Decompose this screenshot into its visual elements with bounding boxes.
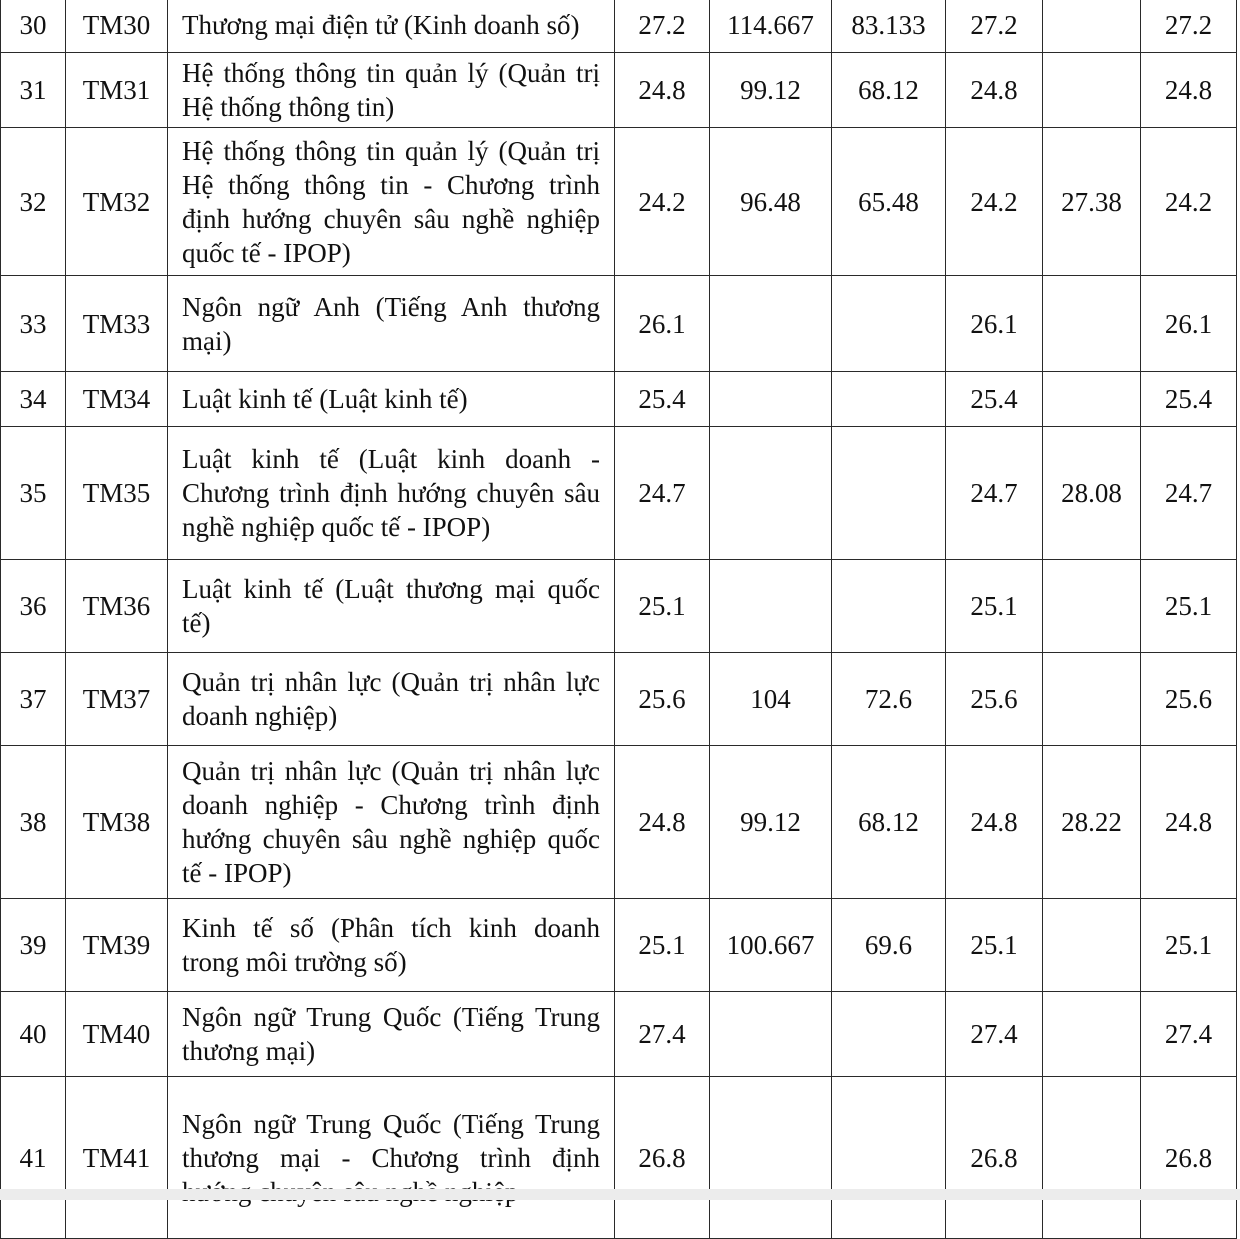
row-number: 38 [1,746,66,899]
score-cell: 24.7 [946,427,1043,560]
row-number: 37 [1,653,66,746]
score-cell: 25.4 [615,372,710,427]
program-name: Quản trị nhân lực (Quản trị nhân lực doanh nghiệp) [168,653,615,746]
score-cell: 28.22 [1043,746,1141,899]
program-name: Thương mại điện tử (Kinh doanh số) [168,0,615,53]
score-cell: 68.12 [832,53,946,128]
score-cell [1043,372,1141,427]
table-row [1,746,1237,899]
score-cell: 27.2 [1141,0,1237,53]
score-cell [832,992,946,1077]
program-name: Ngôn ngữ Anh (Tiếng Anh thương mại) [168,276,615,372]
score-cell: 28.08 [1043,427,1141,560]
score-cell [710,1077,832,1239]
score-cell [832,276,946,372]
program-code: TM39 [66,899,168,992]
program-code: TM41 [66,1077,168,1239]
score-cell [832,427,946,560]
score-cell: 25.4 [1141,372,1237,427]
program-name: Hệ thống thông tin quản lý (Quản trị Hệ thống thông tin - Chương trình định hướng chuyên sâu nghề nghiệp quốc tế - IPOP) [168,128,615,276]
score-cell: 83.133 [832,0,946,53]
row-number: 34 [1,372,66,427]
table-row [1,653,1237,746]
score-cell: 27.4 [946,992,1043,1077]
score-cell [1043,653,1141,746]
score-cell: 26.1 [1141,276,1237,372]
score-cell [1043,560,1141,653]
score-cell [710,276,832,372]
program-code: TM34 [66,372,168,427]
program-code: TM38 [66,746,168,899]
row-number: 36 [1,560,66,653]
score-cell: 24.8 [1141,746,1237,899]
score-cell: 25.6 [946,653,1043,746]
table-row [1,0,1237,53]
program-name: Hệ thống thông tin quản lý (Quản trị Hệ thống thông tin) [168,53,615,128]
score-cell: 24.2 [615,128,710,276]
table-row [1,53,1237,128]
score-cell: 69.6 [832,899,946,992]
score-cell: 104 [710,653,832,746]
score-cell [1043,992,1141,1077]
score-cell: 27.2 [946,0,1043,53]
score-cell: 24.7 [615,427,710,560]
program-code: TM36 [66,560,168,653]
row-number: 40 [1,992,66,1077]
score-cell [1043,276,1141,372]
score-cell [1043,0,1141,53]
program-code: TM32 [66,128,168,276]
score-cell [832,1077,946,1239]
program-name: Kinh tế số (Phân tích kinh doanh trong môi trường số) [168,899,615,992]
program-code: TM31 [66,53,168,128]
score-cell: 65.48 [832,128,946,276]
score-cell [832,560,946,653]
score-cell: 25.4 [946,372,1043,427]
score-cell [710,992,832,1077]
score-cell: 96.48 [710,128,832,276]
score-cell: 24.2 [946,128,1043,276]
table-row [1,1077,1237,1239]
score-cell: 25.6 [615,653,710,746]
score-cell [1043,53,1141,128]
row-number: 39 [1,899,66,992]
program-name: Quản trị nhân lực (Quản trị nhân lực doanh nghiệp - Chương trình định hướng chuyên sâu nghề nghiệp quốc tế - IPOP) [168,746,615,899]
table-row [1,372,1237,427]
table-row [1,992,1237,1077]
program-name: Luật kinh tế (Luật kinh tế) [168,372,615,427]
row-number: 31 [1,53,66,128]
score-cell: 25.1 [1141,560,1237,653]
score-cell: 25.1 [615,899,710,992]
score-cell: 100.667 [710,899,832,992]
score-cell: 27.4 [1141,992,1237,1077]
program-code: TM30 [66,0,168,53]
score-cell [710,427,832,560]
score-cell: 24.2 [1141,128,1237,276]
score-cell: 99.12 [710,53,832,128]
program-code: TM37 [66,653,168,746]
program-name: Ngôn ngữ Trung Quốc (Tiếng Trung thương mại - Chương trình định [168,1077,615,1239]
score-cell [710,372,832,427]
table-row [1,276,1237,372]
score-cell [1043,1077,1141,1239]
row-number: 41 [1,1077,66,1239]
score-cell: 72.6 [832,653,946,746]
score-cell: 24.8 [1141,53,1237,128]
score-cell: 27.38 [1043,128,1141,276]
score-cell: 24.8 [946,53,1043,128]
score-cell: 24.8 [946,746,1043,899]
score-cell [710,560,832,653]
page-bottom-edge [0,1189,1240,1200]
score-cell [832,372,946,427]
score-cell: 114.667 [710,0,832,53]
table-row [1,427,1237,560]
program-code: TM35 [66,427,168,560]
score-cell: 25.1 [1141,899,1237,992]
score-cell: 25.1 [946,899,1043,992]
score-cell [1043,899,1141,992]
score-cell: 68.12 [832,746,946,899]
program-code: TM33 [66,276,168,372]
table-row [1,899,1237,992]
score-cell: 24.8 [615,53,710,128]
program-code: TM40 [66,992,168,1077]
score-cell: 26.8 [615,1077,710,1239]
score-cell: 99.12 [710,746,832,899]
row-number: 32 [1,128,66,276]
score-cell: 25.1 [615,560,710,653]
score-cell: 25.1 [946,560,1043,653]
row-number: 33 [1,276,66,372]
score-cell: 26.8 [1141,1077,1237,1239]
score-cell: 27.4 [615,992,710,1077]
score-cell: 26.8 [946,1077,1043,1239]
row-number: 35 [1,427,66,560]
score-cell: 26.1 [946,276,1043,372]
score-cell: 27.2 [615,0,710,53]
score-cell: 25.6 [1141,653,1237,746]
program-name: Luật kinh tế (Luật thương mại quốc tế) [168,560,615,653]
score-cell: 26.1 [615,276,710,372]
table-row [1,560,1237,653]
program-name: Ngôn ngữ Trung Quốc (Tiếng Trung thương mại) [168,992,615,1077]
score-cell: 24.7 [1141,427,1237,560]
table-row [1,128,1237,276]
score-cell: 24.8 [615,746,710,899]
program-name: Luật kinh tế (Luật kinh doanh - Chương trình định hướng chuyên sâu nghề nghiệp quốc tế - IPOP) [168,427,615,560]
row-number: 30 [1,0,66,53]
